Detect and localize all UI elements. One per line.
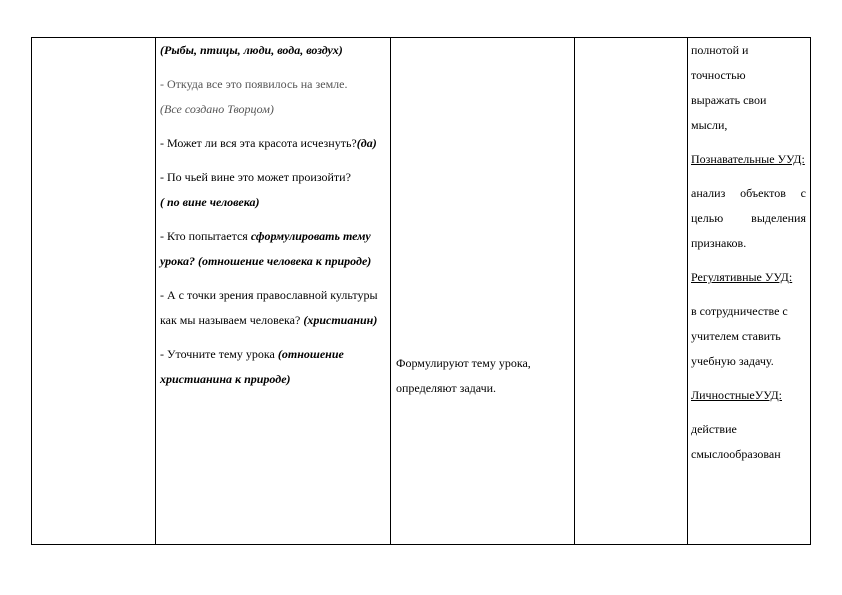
table-bottom-border: [31, 544, 810, 545]
personal-uud-line-1: действие: [691, 422, 737, 436]
uud-line-2: точностью: [691, 68, 746, 82]
uud-cell: [691, 38, 806, 467]
table-border-6: [810, 37, 811, 545]
answer-yes: (да): [356, 136, 377, 150]
question-orthodox: [160, 283, 386, 333]
answer-human-fault: ( по вине человека): [160, 195, 260, 209]
lesson-topic-final: (отношение христианина к природе): [160, 347, 344, 386]
uud-line-4: мысли,: [691, 118, 728, 132]
question-orthodox-text: - А с точки зрения православной культуры как мы называем человека?: [160, 288, 378, 327]
personal-uud-line-2: смыслообразован: [691, 447, 781, 461]
regulatory-uud-text: в сотрудничестве с учителем ставить учебную задачу.: [691, 304, 788, 368]
question-fault: [160, 165, 386, 215]
question-beauty-text: - Может ли вся эта красота исчезнуть?: [160, 136, 357, 150]
table-border-4: [574, 37, 575, 545]
question-clarify-text: - Уточните тему урока: [160, 347, 278, 361]
answer-creator: (Все создано Творцом): [160, 102, 274, 116]
lesson-topic-hint: сформулировать тему урока? (отношение человека к природе): [160, 229, 372, 268]
cognitive-uud-text: анализ объектов с целью выделения признаков.: [691, 186, 806, 250]
objects-list: (Рыбы, птицы, люди, вода, воздух): [160, 43, 343, 57]
personal-uud-heading: ЛичностныеУУД:: [691, 388, 782, 402]
question-origin-text: - Откуда все это появилось на земле.: [160, 77, 348, 91]
cognitive-uud-heading: Познавательные УУД:: [691, 152, 805, 166]
table-border-3: [390, 37, 391, 545]
question-beauty: [160, 131, 386, 156]
table-border-2: [155, 37, 156, 545]
question-clarify: [160, 342, 386, 392]
uud-line-1: полнотой и: [691, 43, 749, 57]
question-fault-text: - По чьей вине это может произойти?: [160, 170, 351, 184]
table-border-5: [687, 37, 688, 545]
regulatory-uud-heading: Регулятивные УУД:: [691, 270, 793, 284]
uud-line-3: выражать свои: [691, 93, 767, 107]
question-formulate: [160, 224, 386, 274]
student-activity-text: Формулируют тему урока, определяют задачи.: [396, 356, 531, 395]
student-activity-cell: [396, 351, 571, 401]
question-origin: [160, 72, 386, 122]
table-border-1: [31, 37, 32, 545]
teacher-activity-cell: [160, 38, 386, 392]
question-formulate-text: - Кто попытается: [160, 229, 251, 243]
answer-christian: (христианин): [303, 313, 378, 327]
